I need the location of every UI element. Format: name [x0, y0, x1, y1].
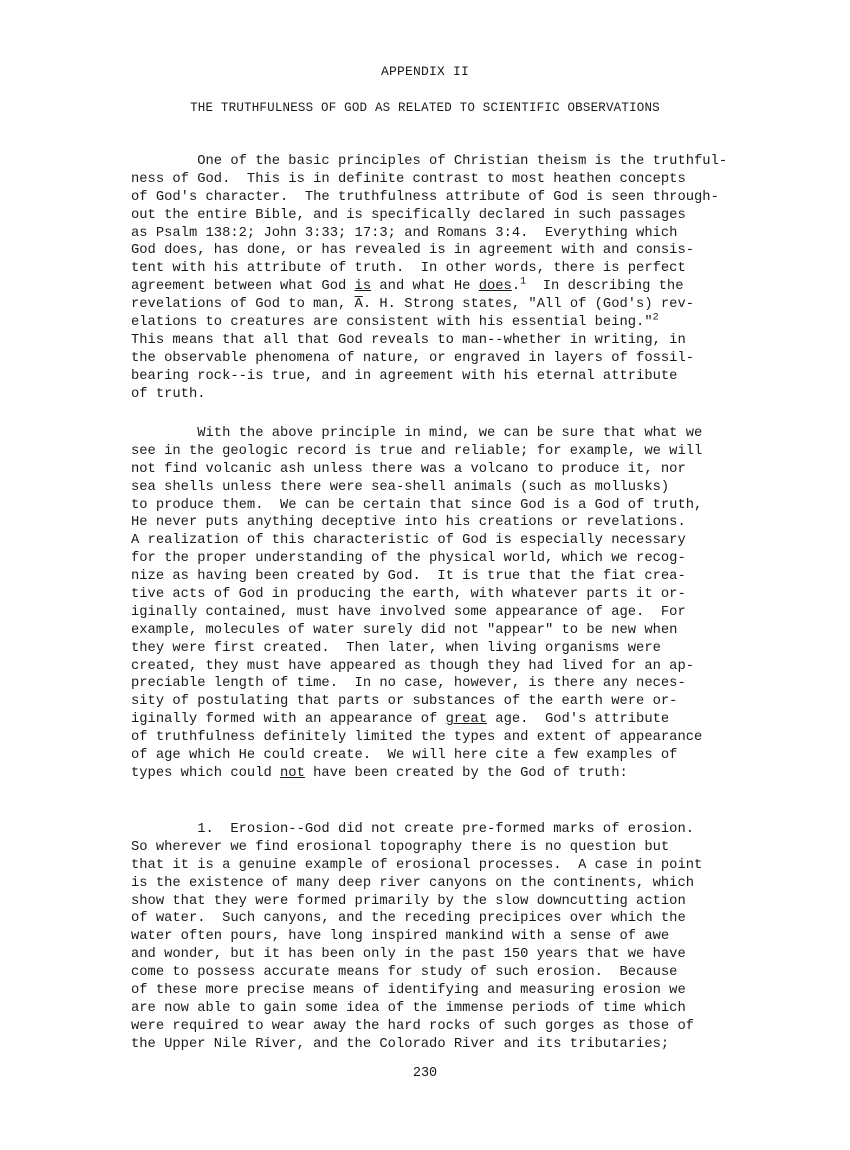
overlined-letter: $\overline{A}$: [354, 297, 363, 313]
text-line: of truthfulness definitely limited the types and extent of appearance: [131, 730, 703, 746]
text-line: One of the basic principles of Christian theism is the truthful-: [131, 154, 728, 169]
underlined-word: does: [478, 279, 512, 295]
text-line: example, molecules of water surely did not "appear" to be new when: [131, 622, 678, 638]
text-run: types which could: [131, 765, 281, 781]
text-line: tive acts of God in producing the earth, with whatever parts it or-: [131, 587, 686, 603]
text-line: [131, 314, 731, 332]
text-run: . H. Strong states, "All of (God's) rev-: [362, 297, 695, 313]
text-line: [131, 765, 731, 783]
underlined-word: not: [280, 765, 305, 781]
text-line: see in the geologic record is true and reliable; for example, we will: [131, 443, 703, 459]
text-line: the observable phenomena of nature, or engraved in layers of fossil-: [131, 350, 695, 366]
text-line: and wonder, but it has been only in the past 150 years that we have: [131, 947, 686, 963]
text-line: He never puts anything deceptive into his creations or revelations.: [131, 515, 686, 531]
paragraph-erosion: [131, 821, 731, 1054]
text-line: water often pours, have long inspired mankind with a sense of awe: [131, 929, 670, 945]
underlined-word: is: [354, 279, 372, 295]
text-line: of age which He could create. We will here cite a few examples of: [131, 748, 678, 764]
text-line: show that they were formed primarily by the slow downcutting action: [131, 893, 686, 909]
page-title: THE TRUTHFULNESS OF GOD AS RELATED TO SCIENTIFIC OBSERVATIONS: [190, 101, 660, 115]
text-line: So wherever we find erosional topography there is no question but: [131, 839, 670, 855]
text-line: [131, 711, 731, 729]
text-line: the Upper Nile River, and the Colorado River and its tributaries;: [131, 1036, 670, 1052]
text-run: age. God's attribute: [487, 712, 670, 728]
text-line: tent with his attribute of truth. In other words, there is perfect: [131, 261, 686, 277]
text-run: agreement between what God: [131, 279, 355, 295]
paragraph-geologic-record: [131, 425, 731, 783]
text-line: that it is a genuine example of erosional processes. A case in point: [131, 857, 703, 873]
text-line: ness of God. This is in definite contrast to most heathen concepts: [131, 171, 686, 187]
text-line: [131, 278, 731, 296]
paragraph-truthfulness-principle: [131, 153, 731, 403]
text-line: This means that all that God reveals to man--whether in writing, in: [131, 332, 686, 348]
text-line: bearing rock--is true, and in agreement with his eternal attribute: [131, 368, 678, 384]
text-line: iginally contained, must have involved some appearance of age. For: [131, 604, 686, 620]
text-run: .: [511, 279, 521, 295]
text-line: sity of postulating that parts or substances of the earth were or-: [131, 694, 678, 710]
appendix-heading: APPENDIX II: [380, 64, 469, 79]
text-line: are now able to gain some idea of the immense periods of time which: [131, 1000, 686, 1016]
text-line: out the entire Bible, and is specifically declared in such passages: [131, 207, 686, 223]
text-line: were required to wear away the hard rocks of such gorges as those of: [131, 1018, 695, 1034]
text-line: of God's character. The truthfulness attribute of God is seen through-: [131, 189, 719, 205]
text-line: they were first created. Then later, when living organisms were: [131, 640, 661, 656]
underlined-word: great: [445, 712, 488, 728]
text-line: A realization of this characteristic of God is especially necessary: [131, 533, 686, 549]
text-line: created, they must have appeared as though they had lived for an ap-: [131, 658, 695, 674]
text-run: and what He: [371, 279, 479, 295]
text-run: revelations of God to man,: [131, 297, 355, 313]
text-line: of water. Such canyons, and the receding precipices over which the: [131, 911, 686, 927]
text-run: iginally formed with an appearance of: [131, 712, 446, 728]
text-line: not find volcanic ash unless there was a volcano to produce it, nor: [131, 461, 686, 477]
text-line: With the above principle in mind, we can be sure that what we: [131, 426, 703, 441]
text-line: nize as having been created by God. It is true that the fiat crea-: [131, 569, 686, 585]
text-line: [131, 296, 731, 314]
text-line: sea shells unless there were sea-shell animals (such as mollusks): [131, 479, 670, 495]
text-run: elations to creatures are consistent with his essential being.": [131, 315, 653, 331]
text-line: to produce them. We can be certain that since God is a God of truth,: [131, 497, 703, 513]
footnote-ref: 2: [652, 312, 659, 324]
text-line: is the existence of many deep river canyons on the continents, which: [131, 875, 695, 891]
text-run: have been created by the God of truth:: [304, 765, 628, 781]
text-line: come to possess accurate means for study of such erosion. Because: [131, 965, 678, 981]
text-line: for the proper understanding of the physical world, which we recog-: [131, 551, 686, 567]
text-line: as Psalm 138:2; John 3:33; 17:3; and Romans 3:4. Everything which: [131, 225, 678, 241]
page-number: 230: [412, 1066, 438, 1081]
text-line: God does, has done, or has revealed is in agreement with and consis-: [131, 243, 695, 259]
text-run: In describing the: [526, 279, 684, 295]
footnote-ref: 1: [520, 276, 527, 288]
text-line: of these more precise means of identifying and measuring erosion we: [131, 983, 686, 999]
text-line: preciable length of time. In no case, however, is there any neces-: [131, 676, 686, 692]
text-line: of truth.: [131, 386, 206, 402]
text-line: 1. Erosion--God did not create pre-formed marks of erosion.: [131, 822, 695, 837]
